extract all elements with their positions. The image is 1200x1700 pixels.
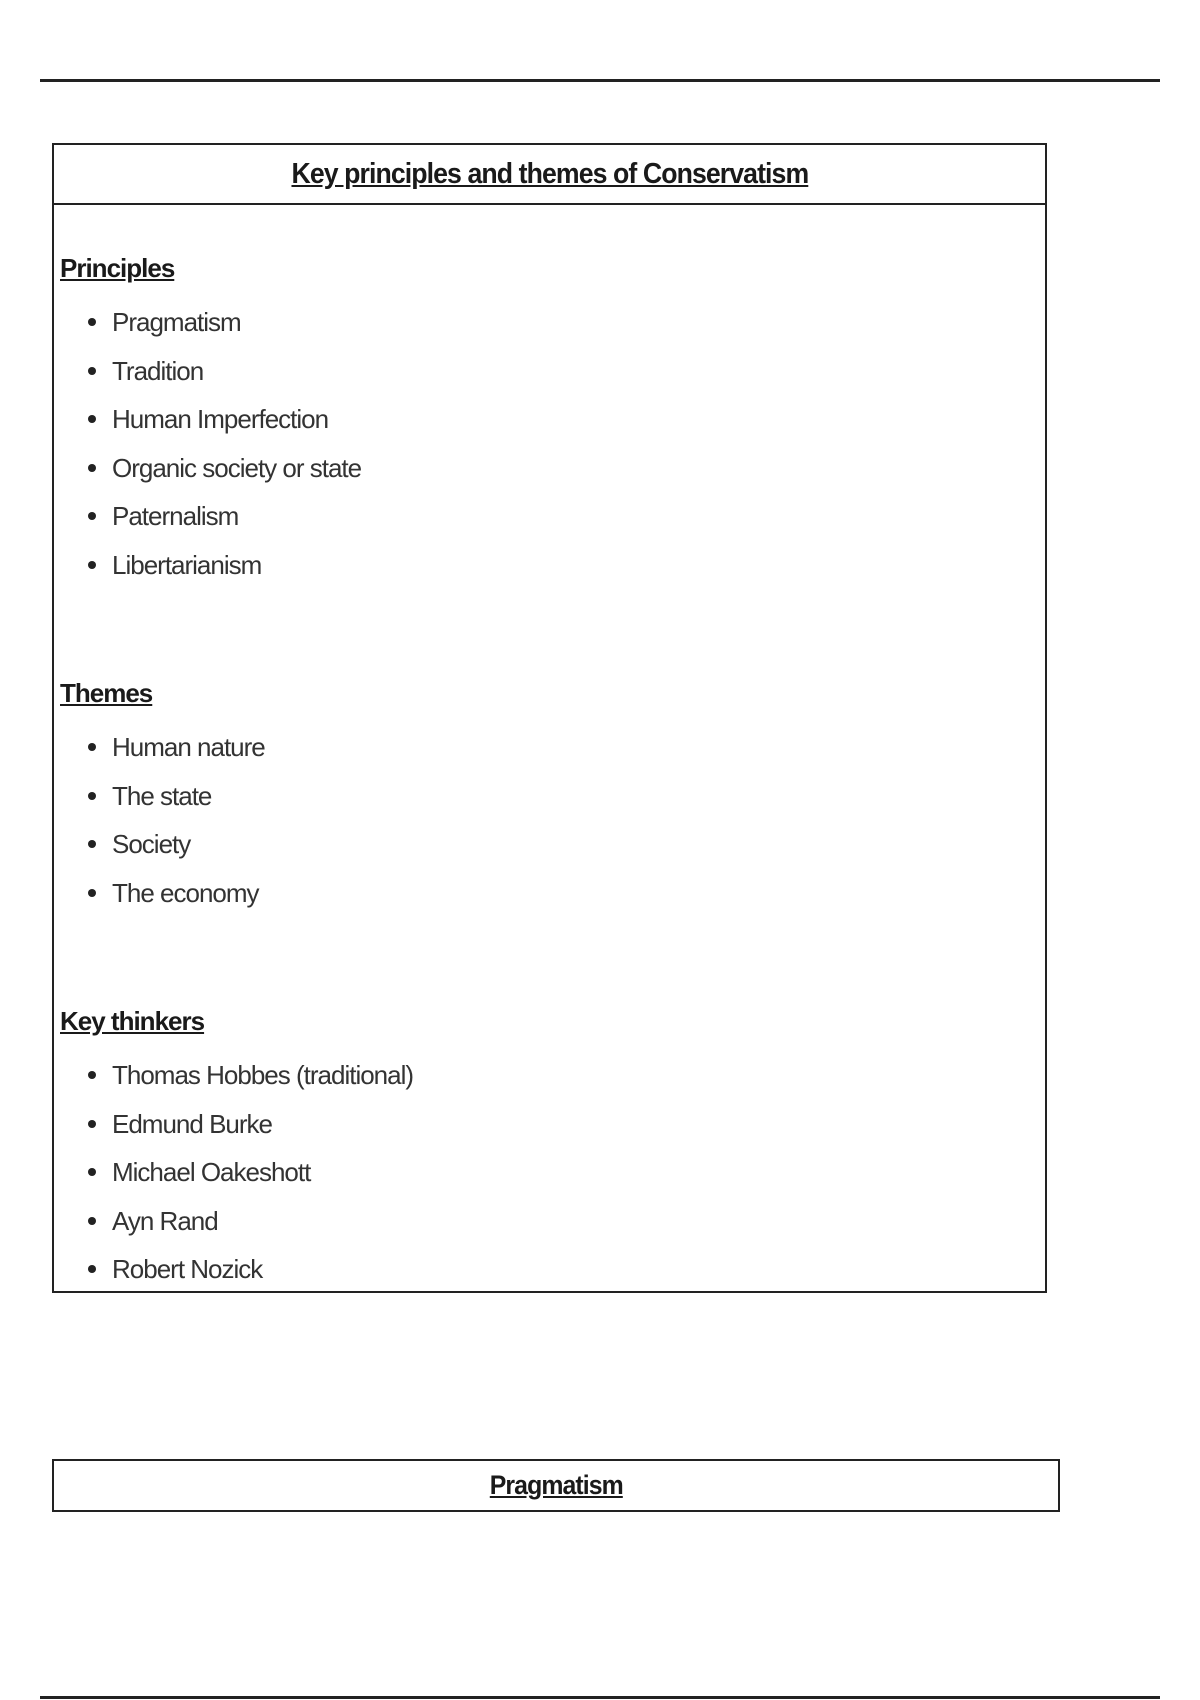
bullet-icon (88, 512, 96, 520)
key-thinkers-list (54, 1051, 413, 1294)
themes-heading: Themes (60, 678, 153, 708)
principles-heading: Principles (60, 253, 175, 283)
list-item: The economy (54, 869, 265, 918)
pragmatism-title: Pragmatism (489, 1470, 623, 1500)
bullet-icon (88, 1217, 96, 1225)
list-item: Libertarianism (54, 541, 361, 590)
bullet-icon (88, 464, 96, 472)
list-item: Human Imperfection (54, 395, 361, 444)
bullet-icon (88, 1071, 96, 1079)
list-item: Robert Nozick (54, 1245, 413, 1294)
themes-list (54, 723, 265, 917)
bullet-icon (88, 792, 96, 800)
list-item: Tradition (54, 347, 361, 396)
list-item: The state (54, 772, 265, 821)
bullet-icon (88, 561, 96, 569)
list-item: Human nature (54, 723, 265, 772)
list-item: Michael Oakeshott (54, 1148, 413, 1197)
key-principles-box (52, 143, 1047, 1293)
bullet-icon (88, 1168, 96, 1176)
top-rule (40, 79, 1160, 82)
key-principles-title: Key principles and themes of Conservatism (291, 157, 808, 190)
bullet-icon (88, 1120, 96, 1128)
bullet-icon (88, 415, 96, 423)
list-item: Edmund Burke (54, 1100, 413, 1149)
list-item: Ayn Rand (54, 1197, 413, 1246)
bottom-rule (40, 1696, 1160, 1699)
bullet-icon (88, 318, 96, 326)
bullet-icon (88, 367, 96, 375)
list-item: Pragmatism (54, 298, 361, 347)
list-item: Paternalism (54, 492, 361, 541)
pragmatism-box (52, 1459, 1060, 1512)
bullet-icon (88, 1265, 96, 1273)
list-item: Society (54, 820, 265, 869)
list-item: Thomas Hobbes (traditional) (54, 1051, 413, 1100)
key-thinkers-heading: Key thinkers (60, 1006, 205, 1036)
bullet-icon (88, 840, 96, 848)
key-principles-header (54, 145, 1045, 205)
principles-list (54, 298, 361, 590)
list-item: Organic society or state (54, 444, 361, 493)
bullet-icon (88, 743, 96, 751)
bullet-icon (88, 889, 96, 897)
